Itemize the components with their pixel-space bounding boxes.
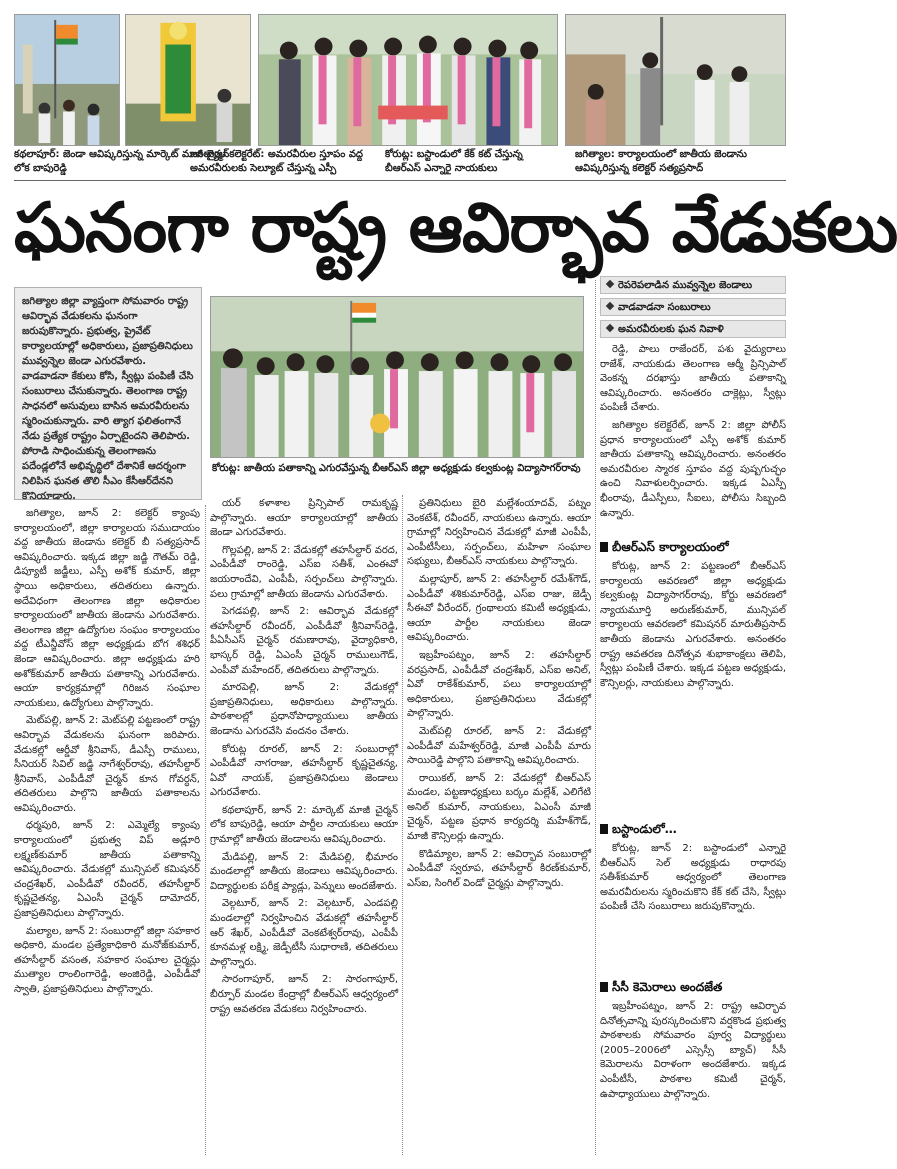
- article-paragraph: రెడ్డి, పాలు రాజేందర్, పశు వైద్యురాలు రాజేశ్, నాయకుడు తెలంగాణ ఆర్మీ ప్రిన్సిపాల్ వెంకన్న దరఖాస్తు జాతీయ పతాకాన్ని ఆవిష్కరించారు. అనంతరం చాక్లెట్లు, స్వీట్లు పంపిణీ చేశారు.: [600, 344, 786, 414]
- bullet-icon: [606, 324, 614, 332]
- column-divider: [595, 280, 596, 1155]
- subheading-marker-icon: [600, 542, 608, 552]
- article-paragraph: యర్ కళాశాల ప్రిన్సిపాల్ రామకృష్ణ పాల్గొన్నారు. ఆయా కార్యాలయాల్లో జాతీయ జెండా ఎగురవేశారు.: [210, 498, 398, 539]
- article-paragraph: జగిత్యాల కలెక్టరేట్, జూన్ 2: జిల్లా పోలీస్ ప్రధాన కార్యాలయంలో ఎస్పీ అశోక్ కుమార్ జాతీయ పతాకాన్ని ఆవిష్కరించారు. అనంతరం అమరవీరుల స్మారక స్తూపం వద్ద పుష్పగుచ్ఛం ఉంచి నివాళులర్పించారు. ఇక్కడ ఏఎస్పీ భీంరావు, డీఎస్పీలు, సీఐలు, పోలీసు సిబ్బంది ఉన్నారు.: [600, 419, 786, 519]
- bullet-icon: [606, 280, 614, 288]
- article-paragraph: కొడిమ్యాల, జూన్ 2: ఆవిర్భావ సంబురాల్లో ఎంపీడీవో స్వరూప, తహసీల్దార్ కిరణ్‌కుమార్, ఎస్ఐ, సింగిల్ విండో చైర్మన్లు పాల్గొన్నారు.: [407, 848, 591, 889]
- article-paragraph: కోరుట్ల రూరల్, జూన్ 2: సంబురాల్లో ఎంపీడీవో నాగరాజు, తహసీల్దార్ కృష్ణచైతన్య, ఏవో నాయక్, ప్రజాప్రతినిధులు జెండాలు ఎగురవేశారు.: [210, 743, 398, 799]
- article-paragraph: మెట్‌పల్లి, జూన్ 2: మెట్‌పల్లి పట్టణంలో రాష్ట్ర ఆవిర్భావ వేడుకలను ఘనంగా జరిపారు. వేడుకల్లో ఆర్డీవో శ్రీనివాస్, డీఎస్పీ రాములు, సీనియర్ సివిల్ జడ్జి నాగేశ్వర్‌రావు, తహసీల్దార్ శ్రీనివాస్, ఎంపీడీవో చైర్మన్ కూన గోవర్ధన్, తదితరులు పాల్గొని జాతీయ పతాకాలను ఆవిష్కరించారు.: [14, 715, 200, 814]
- article-paragraph: జగిత్యాల, జూన్ 2: కలెక్టర్ క్యాంపు కార్యాలయంలో, జిల్లా కార్యాలయ సముదాయం వద్ద జాతీయ జెండాను కలెక్టర్ బీ సత్యప్రసాద్ ఆవిష్కరించారు. ఇక్కడ జిల్లా జడ్జి గౌతమ్ రెడ్డి, డిప్యూటీ జడ్జీలు, ఎస్పీ అశోక్ కుమార్, జిల్లా స్థాయి అధికారులు, తదితరులు ఉన్నారు. అదేవిధంగా తెలంగాణ జిల్లా అధికారుల కార్యాలయంలో జాతీయ జెండాను ఎగురవేశారు. తెలంగాణ జిల్లా ఉద్యోగుల సంఘం కార్యాలయం వద్ద టీఎన్జీవోస్ జిల్లా అధ్యక్షుడు బోగ శశిధర్ జెండా ఆవిష్కరించారు. జిల్లా అధ్యక్షుడు హరి అశోక్‌కుమార్ జాతీయ పతాకాన్ని ఎగురవేశారు. ఆయా కార్యక్రమాల్లో గిరిజన సంఘాల నాయకులు, ఉద్యోగులు పాల్గొన్నారు.: [14, 508, 200, 709]
- main-photo-caption: కోరుట్ల: జాతీయ పతాకాన్ని ఎగురవేస్తున్న బీఆర్ఎస్ జిల్లా అధ్యక్షుడు కల్వకుంట్ల విద్యాసాగర్‌రావు: [212, 463, 581, 474]
- article-column-3: [407, 497, 591, 1157]
- article-paragraph: మారపెల్లి, జూన్ 2: వేడుకల్లో ప్రజాప్రతినిధులు, అధికారులు పాల్గొన్నారు. పాఠశాలల్లో ప్రధానోపాధ్యాయులు జాతీయ జెండాను ఎగురవేసి వందనం చేశారు.: [210, 682, 398, 737]
- photo-caption-collectorate-full: జగిత్యాల కలెక్టరేట్: అమరవీరుల స్తూపం వద్ద అమరవీరులకు సెల్యూట్ చేస్తున్న ఎస్పీ: [190, 149, 363, 174]
- article-column-4-bus: [600, 842, 786, 974]
- article-column-1: [14, 507, 200, 1157]
- subheading-marker-icon: [600, 824, 608, 834]
- article-paragraph: కోరుట్ల, జూన్ 2: బస్టాండులో ఎన్నారై బీఆర్ఎస్ సెల్ అధ్యక్షుడు రాధారపు సతీశ్‌కుమార్ ఆధ్వర్యంలో తెలంగాణ అమరవీరులను స్మరించుకొని కేక్ కట్ చేసి, స్వీట్లు పంపిణీ చేసి సంబురాలు జరుపుకొన్నారు.: [600, 843, 786, 913]
- article-paragraph: ప్రతినిధులు బైరి మల్లేశంయాదవ్, పట్నం వెంకటేశ్, రవీందర్, నాయకులు ఉన్నారు. ఆయా గ్రామాల్లో నిర్వహించిన వేడుకల్లో మాజీ ఎంపీపీ, ఎంపీటీసీలు, సర్పంచ్‌లు, మహిళా సంఘాల సభ్యులు, బీఆర్ఎస్ నాయకులు పాల్గొన్నారు.: [407, 498, 591, 568]
- photo-kathlapur: [14, 14, 120, 146]
- highlight-text: రెపరెపలాడిన మువ్వన్నెల జెండాలు: [618, 280, 753, 291]
- highlight-item: [600, 320, 786, 338]
- article-column-2: [210, 497, 398, 1157]
- article-column-4-cc: [600, 1000, 786, 1157]
- article-paragraph: కథలాపూర్, జూన్ 2: మార్కెట్ మాజీ చైర్మన్ లోక బాపురెడ్డి, ఆయా పార్టీల నాయకులు ఆయా గ్రామాల్లో జాతీయ జెండాలను ఆవిష్కరించారు.: [210, 804, 398, 846]
- highlight-item: [600, 276, 786, 294]
- photo-caption-jagtial-flag: జగిత్యాల: కార్యాలయంలో జాతీయ జెండాను ఆవిష్కరిస్తున్న కలెక్టర్ సత్యప్రసాద్: [575, 149, 748, 174]
- subheading-brs-office: [600, 540, 786, 557]
- article-paragraph: మెట్‌పల్లి రూరల్, జూన్ 2: వేడుకల్లో ఎంపీడీవో మహేశ్వర్‌రెడ్డి, మాజీ ఎంపీపీ మారు సాయిరెడ్డి పాల్గొని పతాకాన్ని ఆవిష్కరించారు.: [407, 725, 591, 767]
- top-divider: [14, 180, 786, 181]
- photo-jagtial-flag: [565, 14, 786, 146]
- highlight-item: [600, 298, 786, 316]
- photo-caption-kathlapur: కథలాపూర్: జెండా ఆవిష్కరిస్తున్న మార్కెట్ మాజీ చైర్మన్ లోక బాపురెడ్డి: [14, 149, 230, 174]
- column-divider: [205, 505, 206, 1155]
- subheading-text: బీఆర్ఎస్ కార్యాలయంలో: [612, 540, 729, 554]
- bullet-icon: [606, 302, 614, 310]
- subheading-bus-stand: [600, 822, 786, 839]
- article-paragraph: ఇబ్రహీంపట్నం, జూన్ 2: తహసీల్దార్ వరప్రసాద్, ఎంపీడీవో చంద్రశేఖర్, ఎస్ఐ అనిల్, ఏవో రాకేశ్‌కుమార్, పలు కార్యాలయాల్లో అధికారులు, ప్రజాప్రతినిధులు వేడుకల్లో పాల్గొన్నారు.: [407, 649, 591, 720]
- main-photo-korutla-flag-hoisting: [210, 296, 584, 458]
- highlight-text: వాడవాడనా సంబురాలు: [618, 302, 711, 313]
- highlight-text: అమరవీరులకు ఘన నివాళి: [618, 324, 724, 335]
- subheading-text: సీసీ కెమెరాలు అందజేత: [612, 980, 723, 994]
- column-divider: [402, 495, 403, 1155]
- subheading-cc-cameras: [600, 980, 786, 997]
- article-paragraph: గొల్లపల్లి, జూన్ 2: వేడుకల్లో తహసీల్దార్ వరద, ఎంపీడీవో రాంరెడ్డి, ఎస్ఐ సతీశ్, ఎంఈవో జయరాందేవి, ఎంపీపీ, సర్పంచ్‌లు పాల్గొన్నారు. పలు గ్రామాల్లో జాతీయ జెండాను ఎగురవేశారు.: [210, 544, 398, 600]
- article-paragraph: వెల్గటూర్, జూన్ 2: వెల్గటూర్, ఎండపల్లి మండలాల్లో నిర్వహించిన వేడుకల్లో తహసీల్దార్ ఆర్ శేఖర్, ఎంపీడీవో వెంకటేశ్వర్‌రావు, ఎంపీపీ కూనమళ్ల లక్ష్మి, జెడ్పీటీసీ సుధారాణి, తదితరులు పాల్గొన్నారు.: [210, 898, 398, 968]
- article-paragraph: సారంగాపూర్, జూన్ 2: సారంగాపూర్, బీర్పూర్ మండల కేంద్రాల్లో బీఆర్ఎస్ ఆధ్వర్యంలో రాష్ట్ర ఆవతరణ వేడుకలు నిర్వహించారు.: [210, 974, 398, 1015]
- article-column-4-top: [600, 343, 786, 535]
- article-paragraph: మేడిపల్లి, జూన్ 2: మేడిపల్లి, భీమారం మండలాల్లో జాతీయ జెండాలు ఆవిష్కరించారు. విద్యార్థులకు పరీక్ష ప్యాడ్లు, పెన్నులు అందజేశారు.: [210, 851, 398, 892]
- article-paragraph: మల్యాల, జూన్ 2: సంబురాల్లో జిల్లా సహకార అధికారి, మండల ప్రత్యేకాధికారి మనోజ్‌కుమార్, తహసీల్దార్ వసంత, సహకార సంఘాల చైర్మన్లు ముత్యాల రాంలింగారెడ్డి, అంజిరెడ్డి, ఎంపీడీవో స్వాతి, ప్రజాప్రతినిధులు పాల్గొన్నారు.: [14, 925, 200, 995]
- article-paragraph: మల్లాపూర్, జూన్ 2: తహసీల్దార్ రమేశ్‌గౌడ్, ఎంపీడీవో శశికుమార్‌రెడ్డి, ఎస్ఐ రాజు, జెడ్పీ సీఈవో వీరేందర్, గ్రంథాలయ కమిటీ అధ్యక్షుడు, ఆయా పార్టీల నాయకులు జెండా ఆవిష్కరించారు.: [407, 573, 591, 644]
- subheading-marker-icon: [600, 982, 608, 992]
- photo-amaraveerula-stupam: [125, 14, 251, 146]
- subheading-text: బస్టాండులో…: [612, 822, 677, 836]
- photo-caption-korutla-cake: కోరుట్ల: బస్టాండులో కేక్ కట్ చేస్తున్న బీఆర్ఎస్ ఎన్నారై నాయకులు: [385, 149, 523, 174]
- article-paragraph: పెగడపల్లి, జూన్ 2: ఆవిర్భావ వేడుకల్లో తహసీల్దార్ రవీందర్, ఎంపీడీవో శ్రీనివాస్‌రెడ్డి, పీఏసీఎస్ చైర్మన్ రమణారావు, వైద్యాధికారి, భాస్కర్ రెడ్డి, ఏఎంసీ చైర్మన్ రాములుగౌడ్, ఎంపీవో మహేందర్, తదితరులు పాల్గొన్నారు.: [210, 606, 398, 676]
- highlights-list: [600, 276, 786, 342]
- article-paragraph: రాయికల్, జూన్ 2: వేడుకల్లో బీఆర్ఎస్ మండల, పట్టణాధ్యక్షులు బర్కం మల్లేశ్, ఎలిగేటి అనిల్ కుమార్, నాయకులు, ఏఎంసీ మాజీ చైర్మన్, పట్టణ ప్రధాన కార్యదర్శి మహేశ్‌గౌడ్, మాజీ కౌన్సిలర్లు ఉన్నారు.: [407, 772, 591, 843]
- article-paragraph: ధర్మపురి, జూన్ 2: ఎమ్మెల్యే క్యాంపు కార్యాలయంలో ప్రభుత్వ విప్ అడ్లూరి లక్ష్మణ్‌కుమార్ జాతీయ పతాకాన్ని ఆవిష్కరించారు. వేడుకల్లో మున్సిపల్ కమిషనర్ చంద్రశేఖర్, ఎంపీడీవో రవీందర్, తహసీల్దార్ కృష్ణచైతన్య, ఏఎంసీ చైర్మన్ దామోదర్, ప్రజాప్రతినిధులు పాల్గొన్నారు.: [14, 820, 200, 920]
- article-paragraph: ఇబ్రహీంపట్నం, జూన్ 2: రాష్ట్ర ఆవిర్భావ దినోత్సవాన్ని పురస్కరించుకొని వర్షకొండ ప్రభుత్వ పాఠశాలకు సోమవారం పూర్వ విద్యార్థులు (2005–2006లో ఎస్సెస్సీ బ్యాచ్) సీసీ కెమెరాలను విరాళంగా అందజేశారు. ఇక్కడ ఎంపీటీసీ, పాఠశాల కమిటీ చైర్మన్, ఉపాధ్యాయులు పాల్గొన్నారు.: [600, 1001, 786, 1100]
- article-paragraph: కోరుట్ల, జూన్ 2: పట్టణంలో బీఆర్ఎస్ కార్యాలయ ఆవరణలో జిల్లా అధ్యక్షుడు కల్వకుంట్ల విద్యాసాగర్‌రావు, కోర్టు ఆవరణలో న్యాయమూర్తి అరుణ్‌కుమార్, మున్సిపల్ కార్యాలయ ఆవరణలో కమిషనర్ మారుతీప్రసాద్ జాతీయ జెండాను ఎగురవేశారు. అనంతరం రాష్ట్ర ఆవతరణ దినోత్సవ శుభాకాంక్షలు తెలిపి, స్వీట్లు పంపిణీ చేశారు. ఇక్కడ పట్టణ అధ్యక్షుడు, కౌన్సిలర్లు, నాయకులు పాల్గొన్నారు.: [600, 561, 786, 689]
- article-column-4-brs: [600, 560, 786, 815]
- intro-summary: జగిత్యాల జిల్లా వ్యాప్తంగా సోమవారం రాష్ట్ర ఆవిర్భావ వేడుకలను ఘనంగా జరుపుకొన్నారు. ప్రభుత్వ, ప్రైవేట్ కార్యాలయాల్లో అధికారులు, ప్రజాప్రతినిధులు మువ్వన్నెల జెండా ఎగురవేశారు. వాడవాడనా కేకులు కోసి, స్వీట్లు పంపిణీ చేసి సంబురాలు చేసుకున్నారు. తెలంగాణ రాష్ట్ర సాధనలో అసువులు బాసిన అమరవీరులను స్మరించుకున్నారు. వారి త్యాగ ఫలితంగానే నేడు ప్రత్యేక రాష్ట్రం ఏర్పాటైందని తెలిపారు. పోరాడి సాధించుకున్న తెలంగాణను పదేండ్లలోనే అభివృద్ధిలో దేశానికే ఆదర్శంగా నిలిపిన ఘనత తొలి సీఎం కేసీఆర్‌దేనని కొనియాడారు.: [14, 287, 202, 500]
- photo-korutla-cake: [258, 14, 558, 146]
- headline: ఘనంగా రాష్ట్ర ఆవిర్భావ వేడుకలు: [14, 189, 897, 268]
